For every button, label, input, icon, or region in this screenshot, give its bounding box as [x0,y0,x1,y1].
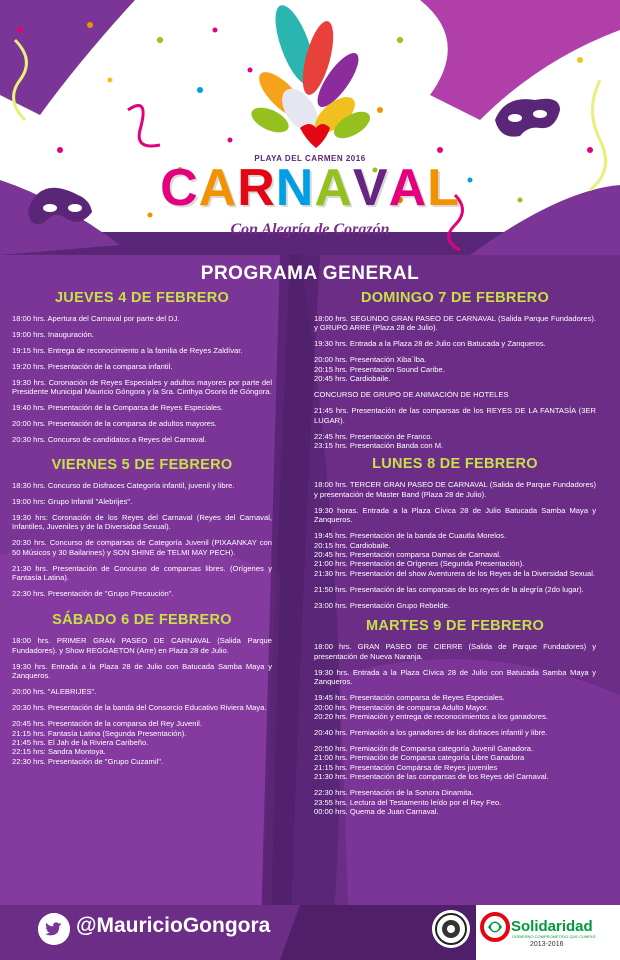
event-subtitle: PLAYA DEL CARMEN 2016 [254,154,366,163]
municipal-seal-icon [432,910,470,948]
day-heading-thursday: JUEVES 4 DE FEBRERO [54,290,230,306]
schedule-item: 21:00 hrs. Presentación de Orígenes (Segunda Presentación). [314,559,525,569]
schedule-item: 22:30 hrs. Presentación de "Grupo Cuzamil". [12,756,164,766]
carnival-title-letter: A [198,159,238,217]
schedule-item: 18:00 hrs. PRIMER GRAN PASEO DE CARNAVAL (Salida Parque Fundadores). y Show REGGAETON (Arre) en Plaza 28 de Julio. [12,636,272,655]
schedule-item: 20:00 hrs. Presentación de la comparsa de adultos mayores. [12,419,217,429]
schedule-item: 21:30 hrs. Presentación de las comparsas de los Reyes del Carnaval. [314,772,549,782]
schedule-item: 19:40 hrs. Presentación de la Comparsa de Reyes Especiales. [12,403,224,413]
schedule-item: 21:15 hrs. Presentación Compársa de Reyes juveniles [314,762,498,772]
poster-header [0,0,620,255]
schedule-item: 20:30 hrs. Concurso de comparsas de Categoría Juvenil (PIXAANKAY con 50 Músicos y 30 Bailarines) y SON SHINE de TELMI MAY PECH). [12,538,272,557]
carnival-title-letter: C [160,159,199,217]
solidaridad-logo-motto: GOBIERNO COMPROMETIDO QUE CUMPLE [512,934,596,939]
carnival-title-letter: N [275,159,315,217]
twitter-handle-link[interactable]: @MauricioGongora [76,914,271,937]
right-mask-icon [495,99,560,137]
schedule-item: 20:30 hrs. Presentación de la banda del Consorcio Educativo Riviera Maya. [12,703,267,713]
day-heading-monday: LUNES 8 DE FEBRERO [372,456,538,473]
schedule-item: 18:30 hrs. Concurso de Disfraces Categoría infantil, juvenil y libre. [12,480,235,490]
day-heading-tuesday: MARTES 9 DE FEBRERO [365,618,545,635]
schedule-item: 19:30 hrs. Coronación de Reyes Especiales y adultos mayores por parte del Presidente Municipal Mauricio Góngora y la Sra. Cinthya Osorio de Góngora. [12,378,272,397]
schedule-item: CONCURSO DE GRUPO DE ANIMACIÓN DE HOTELES [314,390,509,400]
schedule-item: 19:30 hrs: Coronación de los Reyes del Carnaval (Reyes del Carnaval, Infantiles, Juveniles y de la Diversidad Sexual). [12,512,272,532]
streamer-icon [128,106,160,147]
left-schedule-column [12,288,272,766]
schedule-item: 22:30 hrs. Presentación de "Grupo Precaución". [12,589,174,599]
carnival-title-letter: L [427,159,460,217]
schedule-item: 22:15 hrs: Sandra Montoya. [12,747,106,757]
schedule-item: 20:45 hrs. Presentación de la comparsa del Rey Juvenil. [12,719,202,729]
schedule-item: 20:40 hrs. Premiación a los ganadores de los disfraces infantil y libre. [314,727,548,737]
schedule-item: 18:00 hrs. SEGUNDO GRAN PASEO DE CARNAVAL (Salida Parque Fundadores). y GRUPO ARRE (Plaza 28 de Julio). [314,314,596,333]
schedule-item: 23:15 hrs. Presentación Banda con M. [314,441,444,451]
schedule-item: 21:30 hrs. Presentación de Concurso de comparsas libres. (Orígenes y Fantasía Latina). [12,563,272,583]
schedule-item: 20:50 hrs. Premiación de Comparsa categoría Juvenil Ganadora. [314,743,534,753]
schedule-item: 19:00 hrs. Inauguración. [12,330,94,339]
schedule-item: 19:30 hrs. Entrada a la Plaza 28 de Julio con Batucada y Zanqueros. [314,339,546,349]
schedule-item: 21:00 hrs. Premiación de Comparsa categoría Libre Ganadora [314,753,525,763]
schedule-item: 20:00 hrs. Presentación de comparsa Adulto Mayor. [314,702,489,712]
schedule-item: 18:00 hrs. Apertura del Carnaval por parte del DJ. [12,314,180,323]
schedule-item: 20:00 hrs. Presentación Xiba´lba. [314,355,427,365]
schedule-item: 21:50 hrs. Presentación de las comparsas de los reyes de la alegría (2do lugar). [314,584,584,594]
schedule-item: 20:45 hrs. Presentación comparsa Damas de Carnaval. [314,550,501,560]
day-heading-saturday: SÁBADO 6 DE FEBRERO [52,612,232,629]
schedule-item: 20:15 hrs. Presentación Sound Caribe. [314,364,445,374]
twitter-bird-icon[interactable] [38,913,70,945]
carnival-title-letter: A [314,159,353,217]
carnival-tagline: Con Alegría de Corazón [230,221,390,238]
carnival-title-letter: V [352,159,389,217]
schedule-item: 19:30 hrs. Entrada a la Plaza 28 de Julio con Batucada Samba Maya y Zanqueros. [12,661,272,681]
schedule-item: 19:30 horas. Entrada a la Plaza Cívica 28 de Julio Batucada Samba Maya y Zanqueros. [314,505,596,525]
schedule-item: 22:30 hrs. Presentación de la Sonora Dinamita. [314,788,474,798]
schedule-item: 20:45 hrs. Cardiobaile. [314,374,391,384]
right-schedule-column [314,288,596,816]
schedule-item: 20:15 hrs. Cardiobaile. [314,540,391,550]
schedule-item: 19:30 hrs. Entrada a la Plaza Cívica 28 de Julio con Batucada Samba Maya y Zanqueros. [314,667,596,687]
heart-icon [300,124,330,148]
schedule-item: 21:15 hrs. Fantasía Latina (Segunda Presentación). [12,728,187,738]
schedule-item: 23:00 hrs. Presentación Grupo Rebelde. [314,600,450,610]
schedule-item: 18:00 hrs. GRAN PASEO DE CIERRE (Salida de Parque Fundadores) y presentación de Nueva Naranja. [314,642,596,661]
carnival-title-letter: R [237,159,276,217]
schedule-item: 19:45 hrs. Presentación comparsa de Reyes Especiales. [314,693,505,703]
schedule-item: 22:45 hrs. Presentación de Franco. [314,431,433,441]
solidaridad-logo-icon [480,912,510,942]
program-title: PROGRAMA GENERAL [200,263,420,284]
top-left-band [0,0,135,115]
schedule-item: 20:20 hrs. Premiación y entrega de reconocimientos a los ganadores. [314,711,548,721]
schedule-item: 21:45 hrs. Presentación de las comparsas de los REYES DE LA FANTASÍA (3ER LUGAR). [314,406,596,425]
day-heading-sunday: DOMINGO 7 DE FEBRERO [360,290,550,306]
schedule-item: 20:00 hrs. "ALEBRIJES". [12,687,97,697]
schedule-item: 21:30 hrs. Presentación del show Aventurera de los Reyes de la Diversidad Sexual. [314,568,595,578]
day-heading-friday: VIERNES 5 DE FEBRERO [51,456,233,473]
schedule-item: 19:00 hrs: Grupo Infantil "Alebrijes". [12,496,133,506]
schedule-item: 19:45 hrs. Presentación de la banda de Cuautla Morelos. [314,531,507,541]
schedule-item: 23:55 hrs. Lectura del Testamento leído por el Rey Feo. [314,797,502,807]
solidaridad-logo-years: 2013-2016 [530,941,564,948]
schedule-item: 21:45 hrs. El Jah de la Riviera Caribeño. [12,738,149,748]
carnival-title-letter: A [388,159,428,217]
carnival-logo-title [0,158,620,218]
schedule-item: 20:30 hrs. Concurso de candidatos a Reyes del Carnaval. [12,435,207,445]
schedule-item: 19:15 hrs. Entrega de reconocimiento a la familia de Reyes Zaldívar. [12,346,243,355]
solidaridad-logo-name: Solidaridad [511,918,593,935]
schedule-item: 00:00 hrs. Quema de Juan Carnaval. [314,806,439,816]
schedule-item: 19:20 hrs. Presentación de la comparsa infantil. [12,362,173,371]
feather-plume-icon [248,1,375,148]
schedule-item: 18:00 hrs. TERCER GRAN PASEO DE CARNAVAL (Salida de Parque Fundadores) y presentación de Master Band (Plaza 28 de Julio). [314,480,596,499]
